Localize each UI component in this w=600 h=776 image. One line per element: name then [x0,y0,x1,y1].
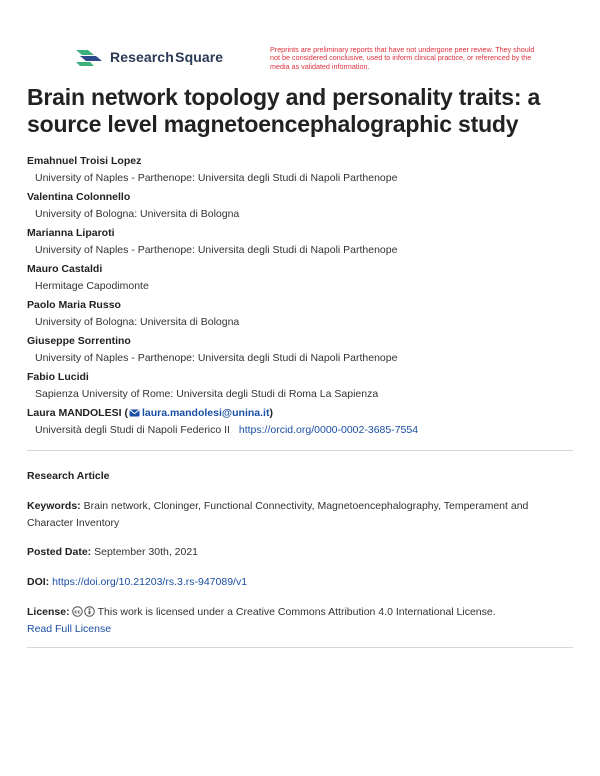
keywords [27,498,573,532]
posted-date-value: September 30th, 2021 [94,546,199,558]
author-affiliation: University of Bologna: Universita di Bologna [35,316,240,328]
posted-date-label: Posted Date: [27,546,92,558]
author-entry [27,299,577,329]
close-paren: ) [269,407,273,419]
author-entry [27,263,577,293]
author-entry [27,335,577,365]
author-name: Giuseppe Sorrentino [27,335,131,347]
license-label: License: [27,606,70,618]
corresponding-author [27,407,577,437]
corresponding-author-name: Laura MANDOLESI [27,407,122,419]
author-affiliation: University of Bologna: Universita di Bologna [35,208,240,220]
author-affiliation: Hermitage Capodimonte [35,280,149,292]
author-entry [27,191,577,221]
svg-text:cc: cc [73,609,81,616]
author-name: Fabio Lucidi [27,371,89,383]
brand-name [110,49,223,65]
author-list [27,155,577,443]
doi-label: DOI: [27,576,50,588]
orcid-link[interactable]: https://orcid.org/0000-0002-3685-7554 [238,424,419,436]
brand-part-2: Square [175,49,224,65]
preprint-disclaimer: Preprints are preliminary reports that have not undergone peer review. They should not be considered conclusive, used to inform clinical practice, or referenced by the media as validated information. [270,45,535,71]
doi-link[interactable]: https://doi.org/10.21203/rs.3.rs-947089/v1 [52,576,248,588]
author-name: Marianna Liparoti [27,227,115,239]
author-affiliation: Università degli Studi di Napoli Federico II [35,424,230,436]
author-entry [27,371,577,401]
creative-commons-icon [72,606,96,617]
mail-icon [129,409,140,417]
author-affiliation: University of Naples - Parthenope: Universita degli Studi di Napoli Parthenope [35,172,398,184]
research-square-logo[interactable] [74,46,223,68]
article-type: Research Article [27,470,110,482]
keywords-label: Keywords: [27,500,81,512]
doi [27,574,573,591]
author-entry [27,227,577,257]
author-affiliation: Sapienza University of Rome: Universita degli Studi di Roma La Sapienza [35,388,379,400]
section-divider [27,647,573,648]
author-name: Valentina Colonnello [27,191,131,203]
read-full-license-link[interactable]: Read Full License [27,623,112,635]
email-link[interactable]: laura.mandolesi@unina.it [141,407,270,419]
author-name: Paolo Maria Russo [27,299,121,311]
license [27,604,573,638]
section-divider [27,450,573,451]
corresponding-author-line [27,407,577,420]
author-affiliation: University of Naples - Parthenope: Universita degli Studi di Napoli Parthenope [35,244,398,256]
paper-title: Brain network topology and personality traits: a source level magnetoencephalographic study [27,84,541,137]
corresponding-author-affiliation-line [27,424,577,437]
posted-date [27,544,573,561]
open-paren: ( [124,407,128,419]
author-name: Emahnuel Troisi Lopez [27,155,142,167]
license-text: This work is licensed under a Creative Commons Attribution 4.0 International License. [97,606,496,618]
author-entry [27,155,577,185]
keywords-text: Brain network, Cloninger, Functional Connectivity, Magnetoencephalography, Temperament and Character Inventory [27,500,529,529]
research-square-logo-icon [74,46,104,68]
brand-part-1: Research [110,49,174,65]
author-name: Mauro Castaldi [27,263,103,275]
author-affiliation: University of Naples - Parthenope: Universita degli Studi di Napoli Parthenope [35,352,398,364]
